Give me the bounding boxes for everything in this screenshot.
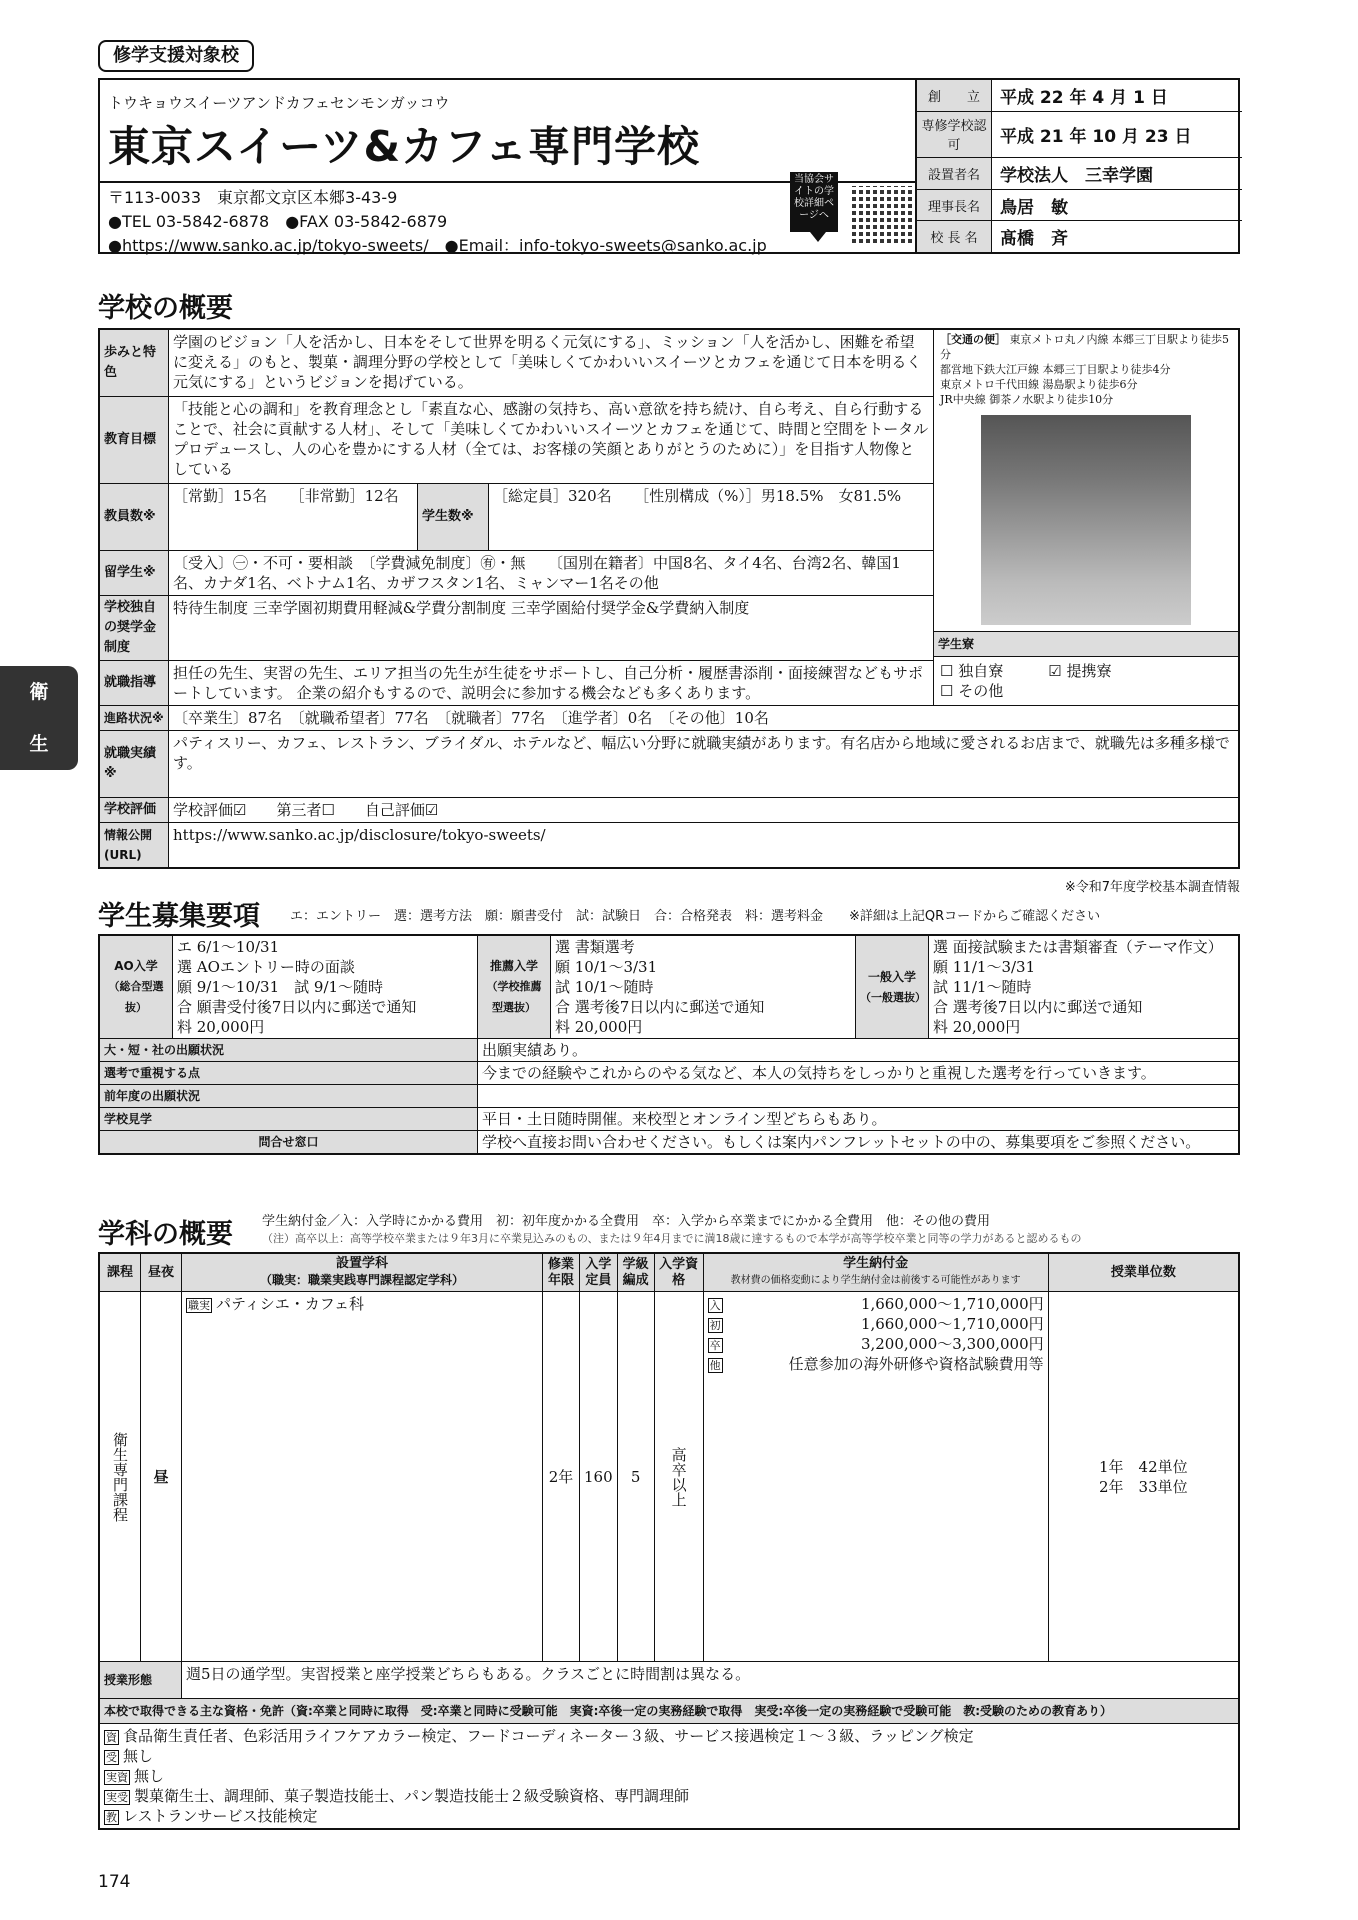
job-guidance-label: 就職指導 [99, 661, 169, 706]
fee-other-key: 他 [709, 1359, 721, 1372]
fee-first-key: 初 [709, 1319, 721, 1332]
col-capacity: 入学定員 [580, 1253, 618, 1292]
side-tab-char-2: 生 [29, 733, 49, 755]
gen-line-5: 料 20,000円 [933, 1018, 1021, 1036]
history-text: 学園のビジョン「人を活かし、日本をそして世界を明るく元気にする」、ミッション「人を活かし、困難を希望に変える」のもと、製菓・調理分野の学校として「美味しくてかわいいスイーツとカフェを通じて日本を明るく元気にする」というビジョンを掲げている。 [169, 329, 934, 397]
contact-value: 学校へ直接お問い合わせください。もしくは案内パンフレットセットの中の、募集要項をご参照ください。 [478, 1131, 1240, 1155]
col-dept-title: 設置学科 [335, 1256, 388, 1271]
ao-label: AO入学 [114, 959, 158, 973]
ao-sub: （総合型選抜） [108, 980, 164, 1014]
founder-key: 設置者名 [917, 158, 992, 190]
founded-key: 創 立 [917, 80, 992, 111]
school-web [108, 234, 767, 258]
school-tel: ●TEL 03-5842-6878 [108, 212, 270, 231]
evaluation-label: 学校評価 [99, 798, 169, 823]
school-phone-fax [108, 210, 767, 234]
access-title: ［交通の便］ [940, 333, 1006, 346]
rec-sub: （学校推薦型選抜） [486, 980, 542, 1014]
rec-details [551, 935, 856, 1039]
fee-other-value: 任意参加の海外研修や資格試験費用等 [788, 1355, 1044, 1373]
school-url[interactable]: ●https://www.sanko.ac.jp/tokyo-sweets/ [108, 236, 429, 255]
rec-line-1: 選 書類選考 [555, 938, 635, 956]
approved-key: 専修学校認可 [917, 111, 992, 157]
ao-line-4: 合 願書受付後7日以内に郵送で通知 [177, 998, 417, 1016]
col-credits: 授業単位数 [1048, 1253, 1239, 1292]
rec-line-2: 願 10/1～3/31 [555, 958, 658, 976]
school-info-table [915, 80, 1242, 252]
founded-value: 平成 22 年 4 月 1 日 [992, 80, 1243, 111]
intl-label: 留学生※ [99, 551, 169, 596]
dept-tag: 職実 [188, 1299, 210, 1312]
dorm-partner: ☑ 提携寮 [1048, 662, 1112, 680]
col-fee [703, 1253, 1048, 1292]
access-line-4: JR中央線 御茶ノ水駅より徒歩10分 [940, 393, 1114, 406]
teachers-label: 教員数※ [99, 484, 169, 551]
recruit-table [98, 934, 1240, 1155]
apply-status-label: 大・短・社の出願状況 [99, 1039, 478, 1062]
license-row-5 [104, 1806, 1234, 1826]
fee-entry-value: 1,660,000～1,710,000円 [860, 1295, 1044, 1313]
credits-year-2: 2年 33単位 [1099, 1477, 1188, 1496]
dorm-own: ☐ 独自寮 [940, 662, 1004, 680]
disclosure-url[interactable]: https://www.sanko.ac.jp/disclosure/tokyo-sweets/ [169, 823, 1240, 869]
credits-cell [1048, 1292, 1239, 1662]
school-kana: トウキョウスイーツアンドカフェセンモンガッコウ [108, 94, 450, 112]
class-style-label: 授業形態 [99, 1662, 182, 1699]
gen-details [929, 935, 1240, 1039]
ao-line-3: 願 9/1～10/31 試 9/1～随時 [177, 978, 384, 996]
fees-cell [703, 1292, 1048, 1662]
results-label: 就職実績※ [99, 731, 169, 798]
license-key-5: 教 [106, 1811, 117, 1824]
rec-label: 推薦入学 [489, 959, 538, 973]
scholarship-label: 学校独自の奨学金制度 [99, 596, 169, 661]
school-email[interactable]: ●Email：info-tokyo-sweets@sanko.ac.jp [444, 236, 767, 255]
ao-line-5: 料 20,000円 [177, 1018, 265, 1036]
access-line-3: 東京メトロ千代田線 湯島駅より徒歩6分 [940, 378, 1138, 391]
gen-label: 一般入学 [867, 969, 916, 984]
overview-title: 学校の概要 [98, 293, 233, 324]
col-years: 修業年限 [543, 1253, 580, 1292]
school-address-block [108, 186, 767, 258]
school-visit-label: 学校見学 [99, 1108, 478, 1131]
evaluation-text: 学校評価☑ 第三者☐ 自己評価☑ [169, 798, 1240, 823]
fee-total [708, 1334, 1044, 1354]
history-label: 歩みと特色 [99, 329, 169, 397]
goal-label: 教育目標 [99, 397, 169, 484]
col-fee-title: 学生納付金 [843, 1256, 909, 1271]
license-list [99, 1724, 1239, 1830]
fee-first-value: 1,660,000～1,710,000円 [860, 1315, 1044, 1333]
qr-code-icon[interactable] [852, 186, 912, 246]
col-fee-sub: 教材費の価格変動により学生納付金は前後する可能性があります [730, 1275, 1021, 1286]
students-label: 学生数※ [418, 484, 489, 551]
career-text: 〔卒業生〕87名 〔就職希望者〕77名 〔就職者〕77名 〔進学者〕0名 〔その他〕10名 [169, 706, 1240, 731]
overview-table [98, 328, 1240, 869]
side-tab-char-1: 衛 [29, 681, 49, 703]
license-title: 本校で取得できる主な資格・免許（資:卒業と同時に取得 受:卒業と同時に受験可能 実資:卒後一定の実務経験で取得 実受:卒後一定の実務経験で受験可能 教:受験のための教育あり） [99, 1699, 1239, 1724]
category-side-tab [0, 666, 78, 770]
class-style-text: 週5日の通学型。実習授業と座学授業どちらもある。クラスごとに時間割は異なる。 [182, 1662, 1240, 1699]
job-guidance-text: 担任の先生、実習の先生、エリア担当の先生が生徒をサポートし、自己分析・履歴書添削・面接練習などもサポートしています。 企業の紹介もするので、説明会に参加する機会なども多くあります。 [169, 661, 934, 706]
license-val-1: 食品衛生責任者、色彩活用ライフケアカラー検定、フードコーディネーター３級、サービス接遇検定１～３級、ラッピング検定 [123, 1727, 974, 1745]
access-photo-cell [934, 329, 1240, 706]
access-block [934, 330, 1238, 409]
survey-note: ※令和7年度学校基本調査情報 [1064, 880, 1240, 895]
recruit-legend: エ：エントリー 選：選考方法 願：願書受付 試：試験日 合：合格発表 料：選考料金 ※詳細は上記QRコードからご確認ください [290, 909, 1101, 924]
gen-line-1: 選 面接試験または書類審査（テーマ作文） [933, 938, 1223, 956]
prev-year-value [478, 1085, 1240, 1108]
qr-label: 当協会サイトの学校詳細ページへ [790, 172, 838, 232]
license-val-2: 無し [123, 1747, 154, 1765]
fee-entry-key: 入 [709, 1299, 721, 1312]
license-row-2 [104, 1746, 1234, 1766]
years-cell: 2年 [543, 1292, 580, 1662]
dorm-options [934, 657, 1238, 705]
fee-first-year [708, 1314, 1044, 1334]
selection-focus-value: 今までの経験やこれからのやる気など、本人の気持ちをしっかりと重視した選考を行っていきます。 [478, 1062, 1240, 1085]
col-course: 課程 [99, 1253, 141, 1292]
founder-value: 学校法人 三幸学園 [992, 158, 1243, 190]
school-header [98, 78, 1240, 254]
col-classes: 学級編成 [617, 1253, 654, 1292]
license-val-3: 無し [134, 1767, 165, 1785]
capacity-cell: 160 [580, 1292, 618, 1662]
license-row-1 [104, 1726, 1234, 1746]
course-name-cell [99, 1292, 141, 1662]
gen-label-cell [856, 935, 929, 1039]
license-key-3: 実資 [106, 1771, 128, 1784]
students-value: ［総定員］320名 ［性別構成（%）］男18.5% 女81.5% [489, 484, 934, 551]
results-text: パティスリー、カフェ、レストラン、ブライダル、ホテルなど、幅広い分野に就職実績があります。有名店から地域に愛されるお店まで、就職先は多種多様です。 [169, 731, 1240, 798]
fee-entry [708, 1294, 1044, 1314]
school-visit-value: 平日・土日随時開催。来校型とオンライン型どちらもあり。 [478, 1108, 1240, 1131]
col-time: 昼夜 [141, 1253, 182, 1292]
chairman-value: 鳥居 敏 [992, 189, 1243, 221]
school-address: 〒113-0033 東京都文京区本郷3-43-9 [108, 188, 398, 207]
school-fax: ●FAX 03-5842-6879 [285, 212, 448, 231]
qual-cell [654, 1292, 703, 1662]
gen-line-2: 願 11/1～3/31 [933, 958, 1036, 976]
rec-line-5: 料 20,000円 [555, 1018, 643, 1036]
support-badge: 修学支援対象校 [98, 40, 254, 72]
course-name: 衛生専門課程 [111, 1431, 129, 1522]
career-label: 進路状況※ [99, 706, 169, 731]
gen-sub: （一般選抜） [860, 990, 926, 1004]
school-name: 東京スイーツ&カフェ専門学校 [108, 122, 701, 171]
ao-details [173, 935, 478, 1039]
principal-value: 髙橋 斉 [1000, 229, 1068, 250]
access-line-2: 都営地下鉄大江戸線 本郷三丁目駅より徒歩4分 [940, 363, 1171, 376]
credits-year-1: 1年 42単位 [1099, 1457, 1188, 1476]
teachers-value: ［常勤］15名 ［非常勤］12名 [169, 484, 418, 551]
license-val-4: 製菓衛生士、調理師、菓子製造技能士、パン製造技能士２級受験資格、専門調理師 [134, 1787, 690, 1805]
time-cell: 昼 [141, 1292, 182, 1662]
dorm-other: ☐ その他 [940, 682, 1004, 700]
prev-year-label: 前年度の出願状況 [99, 1085, 478, 1108]
col-qual: 入学資格 [654, 1253, 703, 1292]
dorm-label: 学生寮 [934, 631, 1238, 657]
license-key-1: 資 [106, 1731, 117, 1744]
course-table [98, 1252, 1240, 1830]
license-key-4: 実受 [106, 1791, 128, 1804]
chairman-key: 理事長名 [917, 189, 992, 221]
rec-line-4: 合 選考後7日以内に郵送で通知 [555, 998, 765, 1016]
col-dept [182, 1253, 543, 1292]
recruit-title: 学生募集要項 [98, 901, 260, 932]
gen-line-4: 合 選考後7日以内に郵送で通知 [933, 998, 1143, 1016]
rec-label-cell [478, 935, 551, 1039]
license-val-5: レストランサービス技能検定 [123, 1807, 318, 1825]
access-line-1: 東京メトロ丸ノ内線 本郷三丁目駅より徒歩5分 [940, 333, 1229, 361]
students-photo [981, 415, 1191, 625]
ao-line-1: エ 6/1～10/31 [177, 938, 280, 956]
disclosure-label: 情報公開(URL) [99, 823, 169, 869]
scholarship-text: 特待生制度 三幸学園初期費用軽減&学費分割制度 三幸学園給付奨学金&学費納入制度 [169, 596, 934, 661]
fee-other [708, 1354, 1044, 1374]
page-number: 174 [98, 1872, 131, 1892]
dept-cell [182, 1292, 543, 1662]
license-row-4 [104, 1786, 1234, 1806]
approved-value: 平成 21 年 10 月 23 日 [992, 111, 1243, 157]
classes-cell: 5 [617, 1292, 654, 1662]
fee-total-value: 3,200,000～3,300,000円 [860, 1335, 1044, 1353]
ao-label-cell [99, 935, 173, 1039]
course-legend-1: 学生納付金／入：入学時にかかる費用 初：初年度かかる全費用 卒：入学から卒業までにかかる全費用 他：その他の費用 [262, 1214, 991, 1229]
qual-value: 高卒以上 [669, 1446, 688, 1507]
course-legend-2: （注）高卒以上：高等学校卒業または９年3月に卒業見込みのもの、または９年4月までに満18歳に達するもので本学が高等学校卒業と同等の学力があると認めるもの [262, 1232, 1082, 1245]
goal-text: 「技能と心の調和」を教育理念とし「素直な心、感謝の気持ち、高い意欲を持ち続け、自ら考え、自ら行動することで、社会に貢献する人材」、そして「美味しくてかわいいスイーツとカフェを通じて、時間と空間をトータルプロデュースし、人の心を豊かにする人材（全ては、お客様の笑顔とありがとうのために）」を目指す人物像としている [169, 397, 934, 484]
license-key-2: 受 [106, 1751, 117, 1764]
license-row-3 [104, 1766, 1234, 1786]
rec-line-3: 試 10/1～随時 [555, 978, 654, 996]
contact-label: 問合せ窓口 [99, 1131, 478, 1155]
gen-line-3: 試 11/1～随時 [933, 978, 1032, 996]
principal-key: 校 長 名 [917, 221, 992, 252]
selection-focus-label: 選考で重視する点 [99, 1062, 478, 1085]
course-title: 学科の概要 [98, 1219, 233, 1250]
intl-text: 〔受入〕㊀・不可・要相談 〔学費減免制度〕㊒・無 〔国別在籍者〕中国8名、タイ4名、台湾2名、韓国1名、カナダ1名、ベトナム1名、カザフスタン1名、ミャンマー1名その他 [169, 551, 934, 596]
dept-name: パティシエ・カフェ科 [216, 1295, 365, 1313]
fee-total-key: 卒 [709, 1339, 721, 1352]
apply-status-value: 出願実績あり。 [478, 1039, 1240, 1062]
ao-line-2: 選 AOエントリー時の面談 [177, 958, 355, 976]
col-dept-sub: （職実：職業実践専門課程認定学科） [259, 1273, 464, 1287]
